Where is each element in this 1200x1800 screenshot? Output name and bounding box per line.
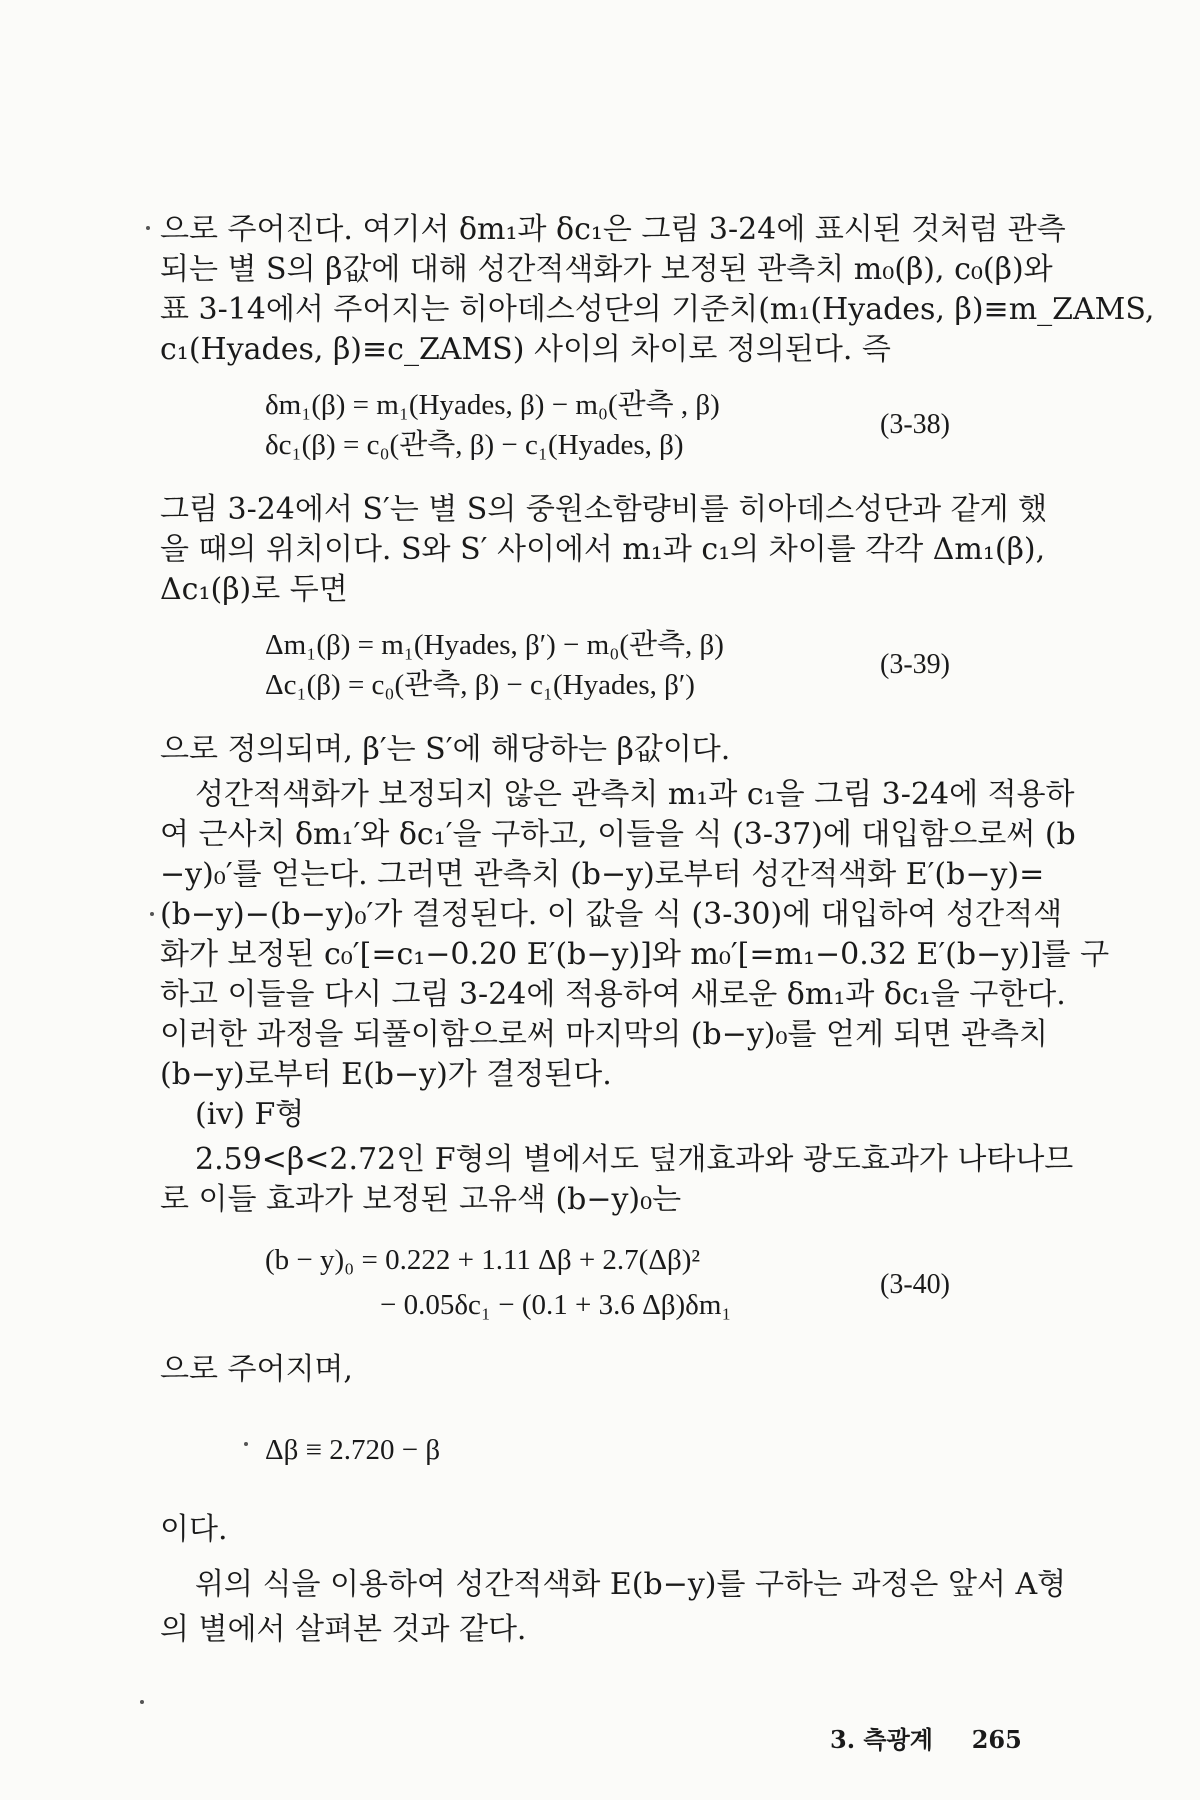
equation-3-40-line2: − 0.05δc₁ − (0.1 + 3.6 Δβ)δm₁ — [380, 1289, 732, 1321]
text-line: −y)₀′를 얻는다. 그러면 관측치 (b−y)로부터 성간적색화 E′(b−y)= — [160, 857, 1045, 892]
text-line: Δc₁(β)로 두면 — [160, 572, 348, 607]
equation-delta-beta: Δβ ≡ 2.720 − β — [265, 1434, 441, 1466]
scan-speck — [150, 912, 154, 916]
scan-speck — [244, 1442, 248, 1446]
text-line: 이러한 과정을 되풀이함으로써 마지막의 (b−y)₀를 얻게 되면 관측치 — [160, 1017, 1048, 1052]
text-line: 2.59<β<2.72인 F형의 별에서도 덮개효과와 광도효과가 나타나므 — [195, 1142, 1074, 1177]
equation-3-38-line2: δc₁(β) = c₀(관측, β) − c₁(Hyades, β) — [265, 429, 684, 461]
text-line: (b−y)로부터 E(b−y)가 결정된다. — [160, 1057, 612, 1092]
text-line: 화가 보정된 c₀′[=c₁−0.20 E′(b−y)]와 m₀′[=m₁−0.32 E′(b−y)]를 구 — [160, 937, 1110, 972]
text-line: (b−y)−(b−y)₀′가 결정된다. 이 값을 식 (3-30)에 대입하여 성간적색 — [160, 897, 1063, 932]
text-line: 위의 식을 이용하여 성간적색화 E(b−y)를 구하는 과정은 앞서 A형 — [195, 1567, 1067, 1602]
equation-3-39-line2: Δc₁(β) = c₀(관측, β) − c₁(Hyades, β′) — [265, 669, 695, 701]
text-line: 하고 이들을 다시 그림 3-24에 적용하여 새로운 δm₁과 δc₁을 구한다. — [160, 977, 1066, 1012]
equation-3-39-line1: Δm₁(β) = m₁(Hyades, β′) − m₀(관측, β) — [265, 629, 724, 661]
page-number: 265 — [971, 1725, 1022, 1754]
text-line: 으로 주어지며, — [160, 1352, 353, 1387]
text-line: c₁(Hyades, β)≡c_ZAMS) 사이의 차이로 정의된다. 즉 — [160, 332, 891, 367]
text-line: 이다. — [160, 1512, 228, 1547]
text-line: 으로 주어진다. 여기서 δm₁과 δc₁은 그림 3-24에 표시된 것처럼 관측 — [160, 212, 1066, 247]
footer-section: 3. 측광계 — [830, 1725, 933, 1754]
text-line: 성간적색화가 보정되지 않은 관측치 m₁과 c₁을 그림 3-24에 적용하 — [195, 777, 1075, 812]
text-line: 여 근사치 δm₁′와 δc₁′을 구하고, 이들을 식 (3-37)에 대입함으로써 (b — [160, 817, 1076, 852]
text-line: 표 3-14에서 주어지는 히아데스성단의 기준치(m₁(Hyades, β)≡m_ZAMS, — [160, 292, 1155, 327]
equation-number-3-39: (3-39) — [880, 649, 950, 680]
scan-speck — [140, 1700, 144, 1704]
text-line: 을 때의 위치이다. S와 S′ 사이에서 m₁과 c₁의 차이를 각각 Δm₁(β), — [160, 532, 1046, 567]
text-line: 의 별에서 살펴본 것과 같다. — [160, 1612, 527, 1647]
section-heading: (iv) F형 — [195, 1097, 305, 1132]
equation-number-3-40: (3-40) — [880, 1269, 950, 1300]
text-line: 으로 정의되며, β′는 S′에 해당하는 β값이다. — [160, 732, 731, 767]
equation-3-38-line1: δm₁(β) = m₁(Hyades, β) − m₀(관측 , β) — [265, 389, 720, 421]
text-line: 되는 별 S의 β값에 대해 성간적색화가 보정된 관측치 m₀(β), c₀(β)와 — [160, 252, 1053, 287]
text-line: 그림 3-24에서 S′는 별 S의 중원소함량비를 히아데스성단과 같게 했 — [160, 492, 1048, 527]
equation-number-3-38: (3-38) — [880, 409, 950, 440]
page-footer — [830, 1720, 1022, 1755]
text-line: 로 이들 효과가 보정된 고유색 (b−y)₀는 — [160, 1182, 682, 1217]
scan-speck — [146, 226, 150, 230]
equation-3-40-line1: (b − y)₀ = 0.222 + 1.11 Δβ + 2.7(Δβ)² — [265, 1244, 701, 1276]
